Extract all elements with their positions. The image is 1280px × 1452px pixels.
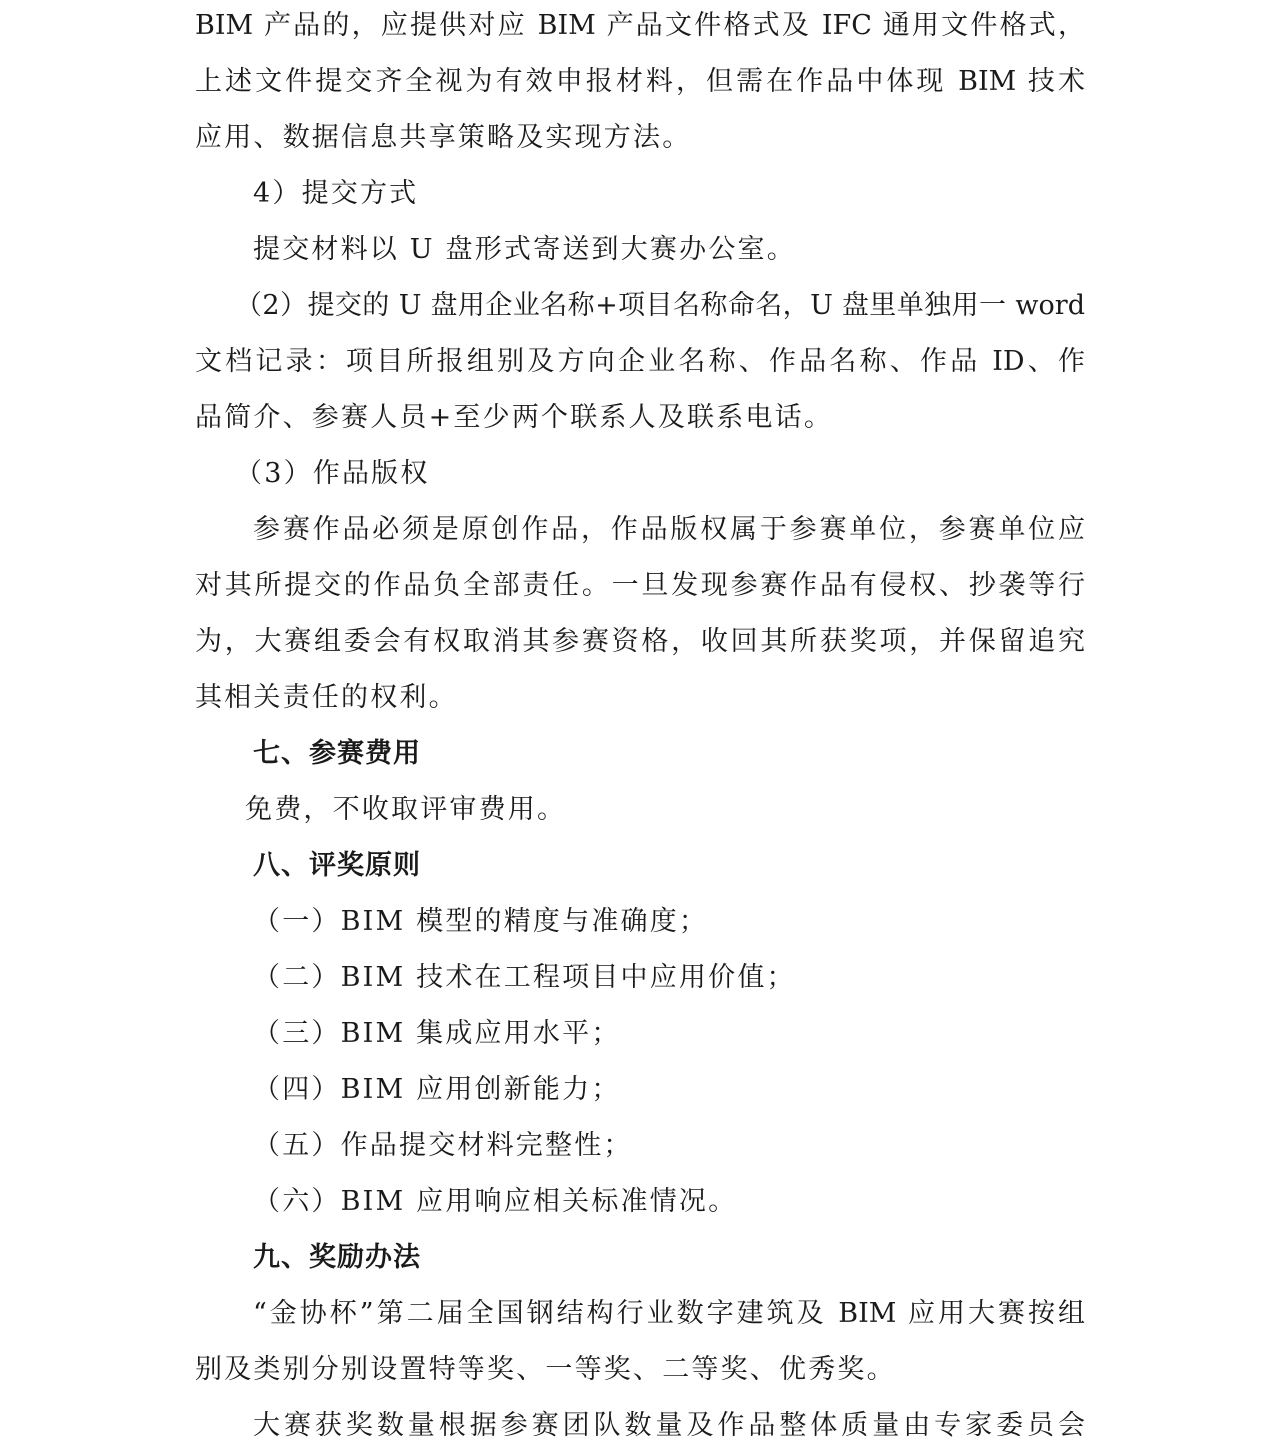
paragraph-line: 其相关责任的权利。 [195,682,458,713]
paragraph-line: （2）提交的 U 盘用企业名称+项目名称命名，U 盘里单独用一 word [235,290,1085,321]
paragraph-line: 参赛作品必须是原创作品，作品版权属于参赛单位，参赛单位应 [253,514,1085,545]
paragraph-line: 应用、数据信息共享策略及实现方法。 [195,122,692,153]
list-item: （四）BIM 应用创新能力； [253,1074,621,1105]
paragraph-line: BIM 产品的，应提供对应 BIM 产品文件格式及 IFC 通用文件格式， [195,10,1085,41]
subsection-heading: （3）作品版权 [235,458,430,489]
list-item: （一）BIM 模型的精度与准确度； [253,906,709,937]
section-heading: 七、参赛费用 [253,738,421,769]
paragraph-line: 提交材料以 U 盘形式寄送到大赛办公室。 [253,234,796,265]
section-heading: 八、评奖原则 [253,850,421,881]
paragraph-line: 免费，不收取评审费用。 [245,794,567,825]
subsection-heading: 4）提交方式 [253,178,419,209]
paragraph-line: 别及类别分别设置特等奖、一等奖、二等奖、优秀奖。 [195,1354,896,1385]
paragraph-line: 文档记录：项目所报组别及方向企业名称、作品名称、作品 ID、作 [195,346,1085,377]
paragraph-line: 大赛获奖数量根据参赛团队数量及作品整体质量由专家委员会 [253,1410,1085,1441]
paragraph-line: 对其所提交的作品负全部责任。一旦发现参赛作品有侵权、抄袭等行 [195,570,1085,601]
paragraph-line: 为，大赛组委会有权取消其参赛资格，收回其所获奖项，并保留追究 [195,626,1085,657]
paragraph-line: 上述文件提交齐全视为有效申报材料，但需在作品中体现 BIM 技术 [195,66,1085,97]
list-item: （五）作品提交材料完整性； [253,1130,633,1161]
paragraph-line: 品简介、参赛人员+至少两个联系人及联系电话。 [195,402,834,433]
section-heading: 九、奖励办法 [253,1242,421,1273]
list-item: （三）BIM 集成应用水平； [253,1018,621,1049]
list-item: （二）BIM 技术在工程项目中应用价值； [253,962,796,993]
list-item: （六）BIM 应用响应相关标准情况。 [253,1186,738,1217]
paragraph-line: “金协杯”第二届全国钢结构行业数字建筑及 BIM 应用大赛按组 [253,1298,1085,1329]
